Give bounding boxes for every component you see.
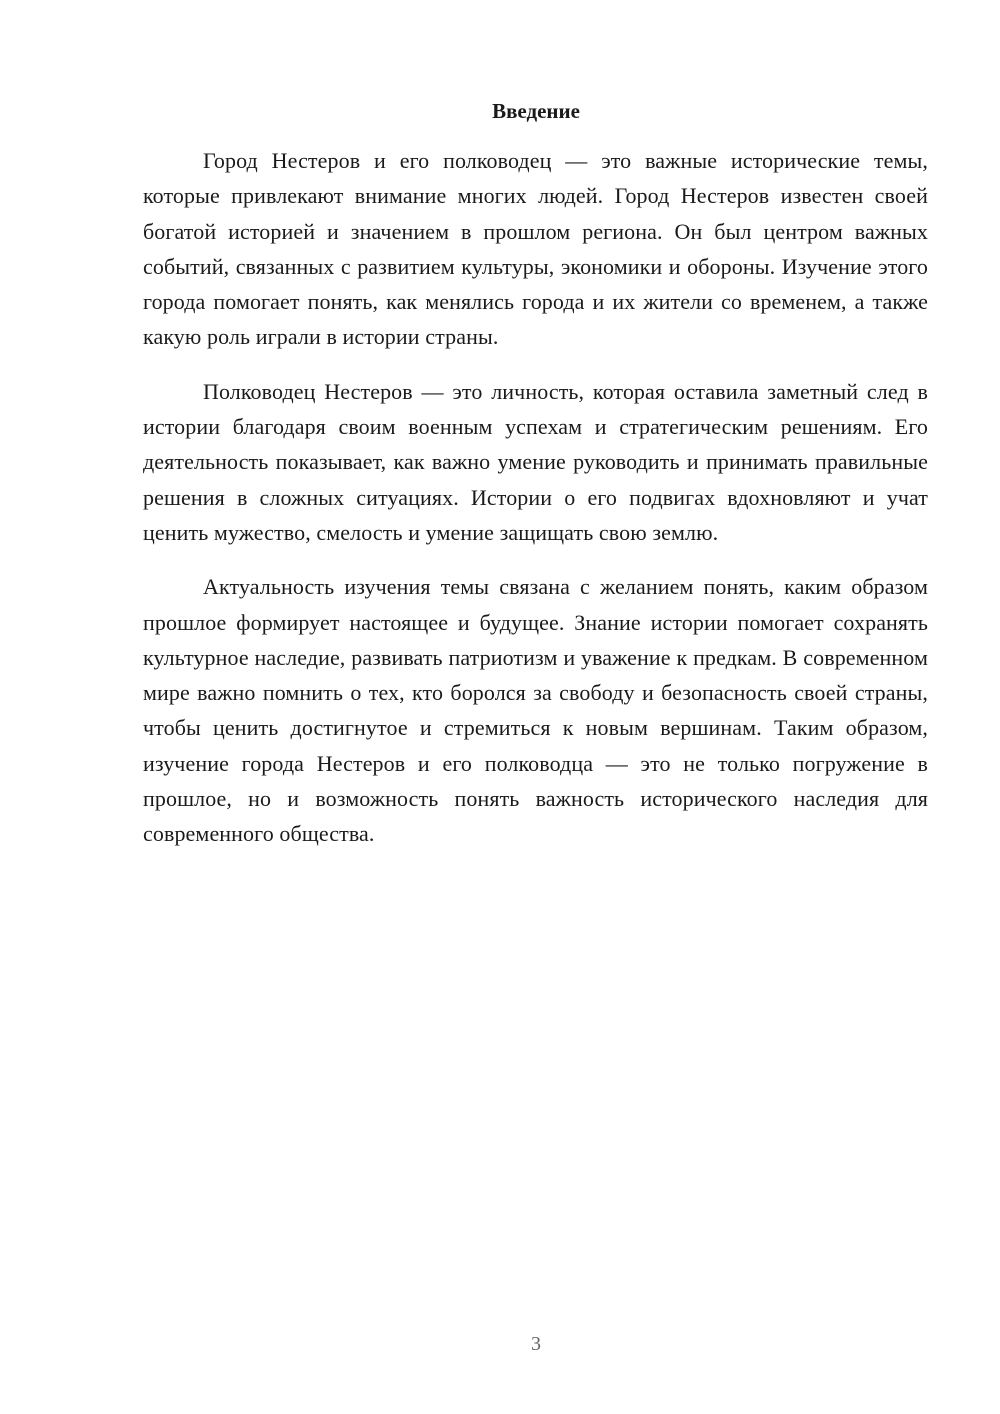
body-text	[143, 143, 928, 871]
paragraph-1: Город Нестеров и его полководец — это важные исторические темы, которые привлекают внимание многих людей. Город Нестеров известен своей богатой историей и значением в прошлом региона. Он был центром важных событий, связанных с развитием культуры, экономики и обороны. Изучение этого города помогает понять, как менялись города и их жители со временем, а также какую роль играли в истории страны.	[143, 148, 928, 350]
page-number: 3	[531, 1333, 541, 1355]
page-title: Введение	[492, 99, 580, 123]
paragraph-2: Полководец Нестеров — это личность, которая оставила заметный след в истории благодаря своим военным успехам и стратегическим решениям. Его деятельность показывает, как важно умение руководить и принимать правильные решения в сложных ситуациях. Истории о его подвигах вдохновляют и учат ценить мужество, смелость и умение защищать свою землю.	[143, 378, 928, 545]
paragraph-3: Актуальность изучения темы связана с желанием понять, каким образом прошлое формирует настоящее и будущее. Знание истории помогает сохранять культурное наследие, развивать патриотизм и уважение к предкам. В современном мире важно помнить о тех, кто боролся за свободу и безопасность своей страны, чтобы ценить достигнутое и стремиться к новым вершинам. Таким образом, изучение города Нестеров и его полководца — это не только погружение в прошлое, но и возможность понять важность исторического наследия для современного общества.	[143, 574, 928, 847]
